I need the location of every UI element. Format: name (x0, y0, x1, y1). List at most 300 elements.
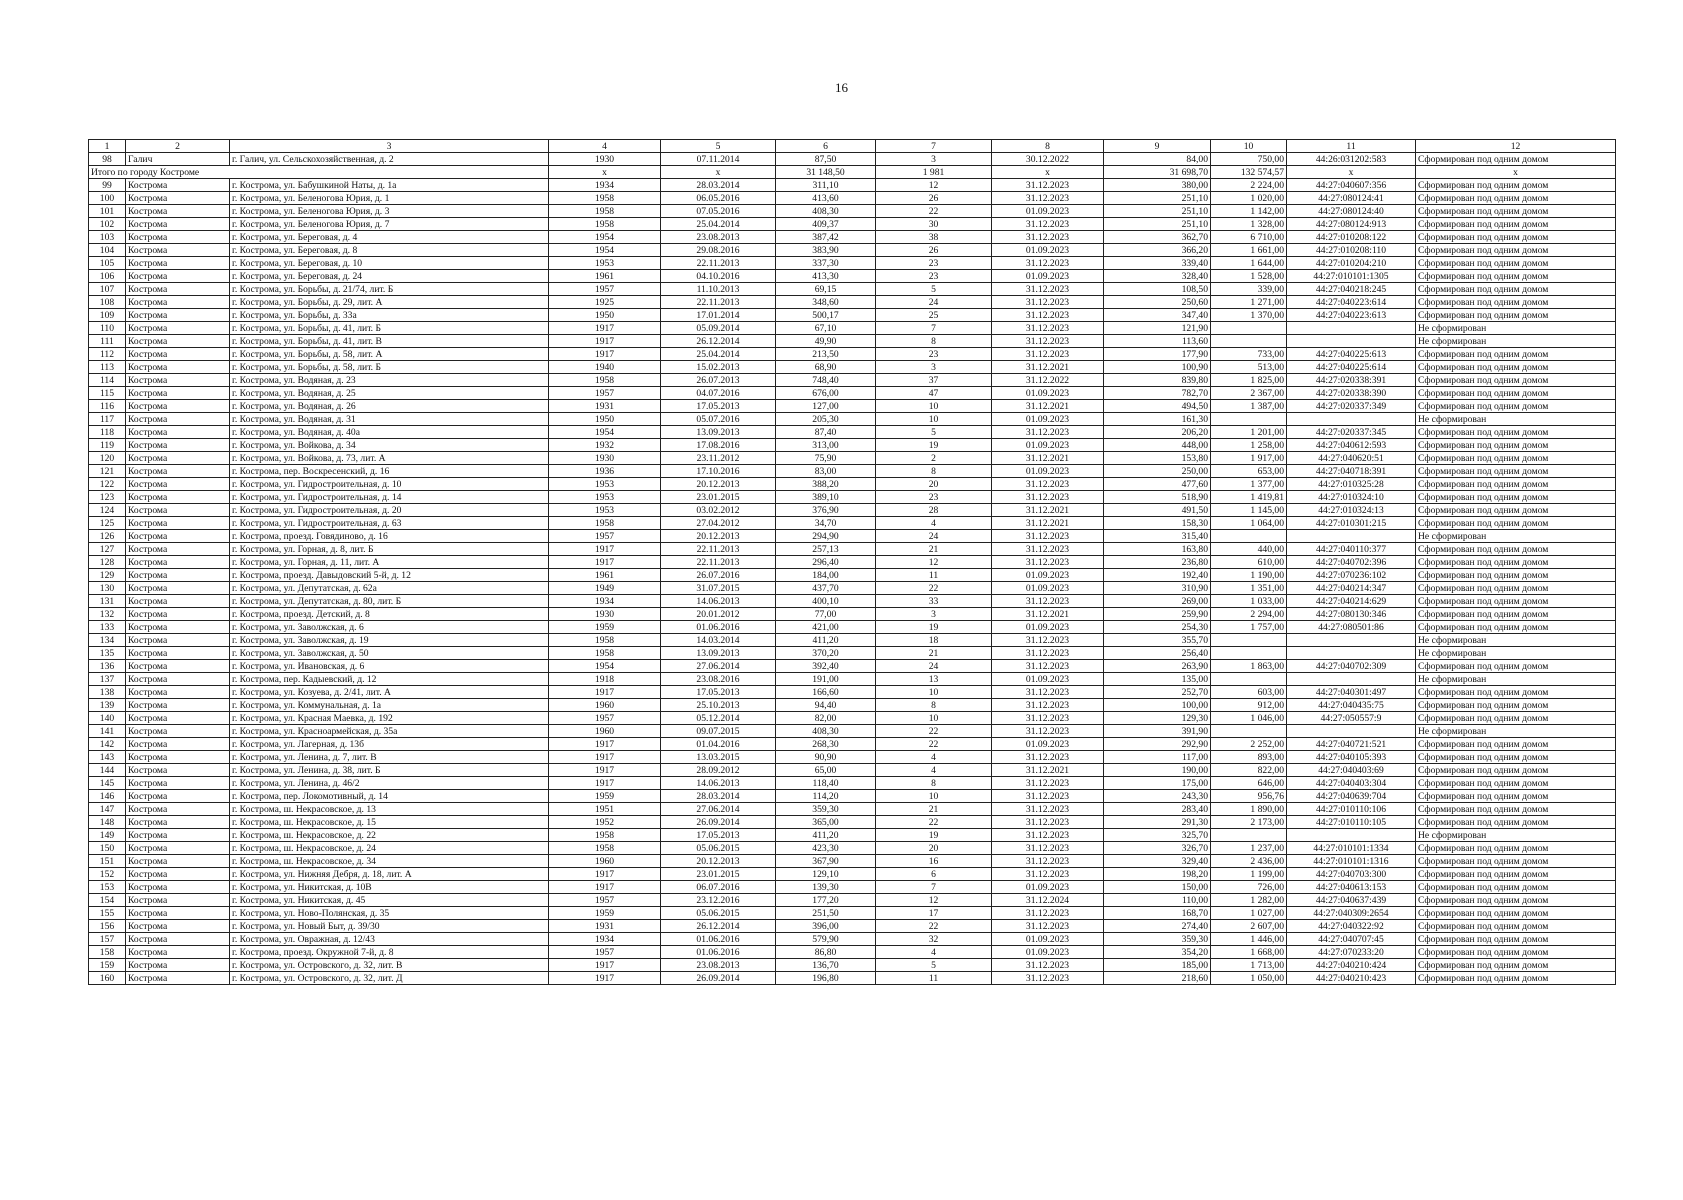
deadline-cell: 31.12.2023 (992, 491, 1104, 504)
year-cell: 1959 (549, 907, 661, 920)
address-cell: г. Кострома, ул. Водяная, д. 31 (230, 413, 549, 426)
table-row (89, 621, 1616, 634)
cadastral-cell: 44:27:040214:347 (1287, 582, 1416, 595)
city-cell: Кострома (126, 361, 230, 374)
table-row (89, 244, 1616, 257)
cadastral-cell: 44:27:010208:110 (1287, 244, 1416, 257)
row-number: 126 (89, 530, 126, 543)
area2-cell: 100,90 (1104, 361, 1211, 374)
address-cell: г. Кострома, ул. Красная Маевка, д. 192 (230, 712, 549, 725)
row-number: 109 (89, 309, 126, 322)
table-row (89, 192, 1616, 205)
area-cell: 389,10 (776, 491, 876, 504)
area-cell: 257,13 (776, 543, 876, 556)
people-cell: 4 (876, 764, 992, 777)
total-people: 1 981 (876, 166, 992, 179)
cadastral-cell: 44:27:040607:356 (1287, 179, 1416, 192)
status-cell: Сформирован под одним домом (1416, 920, 1616, 933)
status-cell: Сформирован под одним домом (1416, 621, 1616, 634)
deadline-cell: 31.12.2023 (992, 699, 1104, 712)
row-number: 108 (89, 296, 126, 309)
city-cell: Кострома (126, 777, 230, 790)
area-cell: 191,00 (776, 673, 876, 686)
city-cell: Кострома (126, 946, 230, 959)
status-cell: Сформирован под одним домом (1416, 608, 1616, 621)
city-cell: Кострома (126, 621, 230, 634)
row-number: 134 (89, 634, 126, 647)
status-cell: Сформирован под одним домом (1416, 387, 1616, 400)
land-area-cell: 610,00 (1211, 556, 1287, 569)
people-cell: 10 (876, 413, 992, 426)
city-cell: Кострома (126, 647, 230, 660)
address-cell: г. Кострома, ул. Ново-Полянская, д. 35 (230, 907, 549, 920)
year-cell: 1950 (549, 413, 661, 426)
area2-cell: 177,90 (1104, 348, 1211, 361)
deadline-cell: 31.12.2023 (992, 803, 1104, 816)
year-cell: 1960 (549, 699, 661, 712)
address-cell: г. Кострома, проезд. Давыдовский 5-й, д. 12 (230, 569, 549, 582)
deadline-cell: 30.12.2022 (992, 153, 1104, 166)
row-number: 160 (89, 972, 126, 985)
area-cell: 129,10 (776, 868, 876, 881)
city-cell: Кострома (126, 686, 230, 699)
deadline-cell: 31.12.2023 (992, 231, 1104, 244)
cadastral-cell: 44:27:020337:345 (1287, 426, 1416, 439)
address-cell: г. Кострома, ул. Борьбы, д. 33а (230, 309, 549, 322)
area2-cell: 192,40 (1104, 569, 1211, 582)
year-cell: 1954 (549, 426, 661, 439)
status-cell: Сформирован под одним домом (1416, 803, 1616, 816)
year-cell: 1958 (549, 517, 661, 530)
land-area-cell: 1 377,00 (1211, 478, 1287, 491)
people-cell: 22 (876, 816, 992, 829)
people-cell: 4 (876, 751, 992, 764)
deadline-cell: 31.12.2023 (992, 686, 1104, 699)
cadastral-cell (1287, 673, 1416, 686)
cadastral-cell: 44:27:040110:377 (1287, 543, 1416, 556)
year-cell: 1957 (549, 283, 661, 296)
row-number: 127 (89, 543, 126, 556)
address-cell: г. Кострома, ул. Гидростроительная, д. 20 (230, 504, 549, 517)
land-area-cell: 1 351,00 (1211, 582, 1287, 595)
date-cell: 11.10.2013 (661, 283, 776, 296)
date-cell: 05.06.2015 (661, 907, 776, 920)
area2-cell: 269,00 (1104, 595, 1211, 608)
land-area-cell: 1 050,00 (1211, 972, 1287, 985)
deadline-cell: 31.12.2021 (992, 400, 1104, 413)
deadline-cell: 31.12.2023 (992, 179, 1104, 192)
date-cell: 22.11.2013 (661, 543, 776, 556)
area2-cell: 380,00 (1104, 179, 1211, 192)
cadastral-cell: 44:27:010301:215 (1287, 517, 1416, 530)
city-cell: Кострома (126, 556, 230, 569)
area2-cell: 252,70 (1104, 686, 1211, 699)
deadline-cell: 31.12.2024 (992, 894, 1104, 907)
address-cell: г. Кострома, ул. Никитская, д. 45 (230, 894, 549, 907)
status-cell: Сформирован под одним домом (1416, 426, 1616, 439)
row-number: 138 (89, 686, 126, 699)
year-cell: 1949 (549, 582, 661, 595)
address-cell: г. Кострома, ул. Борьбы, д. 21/74, лит. Б (230, 283, 549, 296)
area-cell: 413,30 (776, 270, 876, 283)
cadastral-cell: 44:27:050557:9 (1287, 712, 1416, 725)
col-header: 10 (1211, 140, 1287, 153)
row-number: 159 (89, 959, 126, 972)
land-area-cell: 2 252,00 (1211, 738, 1287, 751)
city-cell: Кострома (126, 179, 230, 192)
table-row (89, 283, 1616, 296)
area2-cell: 839,80 (1104, 374, 1211, 387)
date-cell: 20.12.2013 (661, 478, 776, 491)
area-cell: 311,10 (776, 179, 876, 192)
address-cell: г. Кострома, ул. Войкова, д. 73, лит. А (230, 452, 549, 465)
address-cell: г. Кострома, ш. Некрасовское, д. 24 (230, 842, 549, 855)
city-cell: Кострома (126, 608, 230, 621)
row-number: 142 (89, 738, 126, 751)
land-area-cell: 1 237,00 (1211, 842, 1287, 855)
cadastral-cell: 44:27:040612:593 (1287, 439, 1416, 452)
people-cell: 7 (876, 881, 992, 894)
year-cell: 1917 (549, 868, 661, 881)
cadastral-cell: 44:27:010101:1305 (1287, 270, 1416, 283)
people-cell: 12 (876, 894, 992, 907)
cadastral-cell: 44:27:080501:86 (1287, 621, 1416, 634)
people-cell: 23 (876, 257, 992, 270)
address-cell: г. Кострома, пер. Воскресенский, д. 16 (230, 465, 549, 478)
date-cell: 22.11.2013 (661, 296, 776, 309)
row-number: 118 (89, 426, 126, 439)
address-cell: г. Кострома, ул. Водяная, д. 25 (230, 387, 549, 400)
status-cell: Сформирован под одним домом (1416, 959, 1616, 972)
table-row (89, 387, 1616, 400)
city-cell: Кострома (126, 309, 230, 322)
area-cell: 205,30 (776, 413, 876, 426)
row-number: 141 (89, 725, 126, 738)
deadline-cell: 31.12.2023 (992, 972, 1104, 985)
cadastral-cell: 44:27:020338:390 (1287, 387, 1416, 400)
people-cell: 10 (876, 790, 992, 803)
land-area-cell: 1 020,00 (1211, 192, 1287, 205)
col-header: 4 (549, 140, 661, 153)
people-cell: 11 (876, 972, 992, 985)
row-number: 149 (89, 829, 126, 842)
deadline-cell: 31.12.2023 (992, 335, 1104, 348)
year-cell: 1953 (549, 478, 661, 491)
year-cell: 1918 (549, 673, 661, 686)
deadline-cell: 01.09.2023 (992, 439, 1104, 452)
date-cell: 07.05.2016 (661, 205, 776, 218)
area-cell: 75,90 (776, 452, 876, 465)
cadastral-cell: 44:27:040301:497 (1287, 686, 1416, 699)
land-area-cell: 1 370,00 (1211, 309, 1287, 322)
table-row (89, 725, 1616, 738)
deadline-cell: 31.12.2023 (992, 725, 1104, 738)
land-area-cell: 2 294,00 (1211, 608, 1287, 621)
address-cell: г. Кострома, ш. Некрасовское, д. 22 (230, 829, 549, 842)
status-cell: Сформирован под одним домом (1416, 868, 1616, 881)
area-cell: 296,40 (776, 556, 876, 569)
col-header: 1 (89, 140, 126, 153)
cadastral-cell (1287, 647, 1416, 660)
area-cell: 196,80 (776, 972, 876, 985)
area-cell: 268,30 (776, 738, 876, 751)
area2-cell: 153,80 (1104, 452, 1211, 465)
deadline-cell: 31.12.2023 (992, 647, 1104, 660)
land-area-cell: 1 757,00 (1211, 621, 1287, 634)
table-row (89, 452, 1616, 465)
city-cell: Кострома (126, 842, 230, 855)
year-cell: 1932 (549, 439, 661, 452)
table-row (89, 491, 1616, 504)
people-cell: 7 (876, 322, 992, 335)
people-cell: 20 (876, 478, 992, 491)
area-cell: 184,00 (776, 569, 876, 582)
table-row (89, 439, 1616, 452)
area2-cell: 494,50 (1104, 400, 1211, 413)
year-cell: 1917 (549, 738, 661, 751)
cadastral-cell: 44:27:040105:393 (1287, 751, 1416, 764)
deadline-cell: 31.12.2023 (992, 192, 1104, 205)
row-number: 111 (89, 335, 126, 348)
people-cell: 10 (876, 712, 992, 725)
address-cell: г. Кострома, пер. Локомотивный, д. 14 (230, 790, 549, 803)
cadastral-cell: 44:27:070236:102 (1287, 569, 1416, 582)
area2-cell: 168,70 (1104, 907, 1211, 920)
deadline-cell: 31.12.2021 (992, 504, 1104, 517)
address-cell: г. Кострома, ул. Береговая, д. 10 (230, 257, 549, 270)
people-cell: 25 (876, 309, 992, 322)
status-cell: Сформирован под одним домом (1416, 296, 1616, 309)
table-row (89, 309, 1616, 322)
table-row (89, 400, 1616, 413)
area-cell: 294,90 (776, 530, 876, 543)
cadastral-cell: 44:27:020338:391 (1287, 374, 1416, 387)
deadline-cell: 31.12.2023 (992, 842, 1104, 855)
people-cell: 33 (876, 595, 992, 608)
area-cell: 500,17 (776, 309, 876, 322)
year-cell: 1957 (549, 387, 661, 400)
area2-cell: 477,60 (1104, 478, 1211, 491)
area2-cell: 354,20 (1104, 946, 1211, 959)
address-cell: г. Кострома, ул. Беленогова Юрия, д. 1 (230, 192, 549, 205)
area2-cell: 366,20 (1104, 244, 1211, 257)
people-cell: 23 (876, 270, 992, 283)
cadastral-cell (1287, 530, 1416, 543)
year-cell: 1917 (549, 543, 661, 556)
row-number: 145 (89, 777, 126, 790)
row-number: 107 (89, 283, 126, 296)
date-cell: 05.06.2015 (661, 842, 776, 855)
deadline-cell: 31.12.2021 (992, 361, 1104, 374)
area2-cell: 782,70 (1104, 387, 1211, 400)
area2-cell: 326,70 (1104, 842, 1211, 855)
land-area-cell: 1 033,00 (1211, 595, 1287, 608)
year-cell: 1931 (549, 400, 661, 413)
area-cell: 437,70 (776, 582, 876, 595)
cadastral-cell (1287, 725, 1416, 738)
col-header: 6 (776, 140, 876, 153)
deadline-cell: 31.12.2023 (992, 478, 1104, 491)
city-cell: Кострома (126, 478, 230, 491)
year-cell: 1917 (549, 322, 661, 335)
city-cell: Кострома (126, 803, 230, 816)
city-cell: Кострома (126, 920, 230, 933)
land-area-cell (1211, 829, 1287, 842)
address-cell: г. Кострома, проезд. Детский, д. 8 (230, 608, 549, 621)
table-row (89, 465, 1616, 478)
area2-cell: 251,10 (1104, 218, 1211, 231)
year-cell: 1930 (549, 452, 661, 465)
total-area2: 31 698,70 (1104, 166, 1211, 179)
land-area-cell: 912,00 (1211, 699, 1287, 712)
area2-cell: 108,50 (1104, 283, 1211, 296)
deadline-cell: 01.09.2023 (992, 946, 1104, 959)
area-cell: 392,40 (776, 660, 876, 673)
land-area-cell: 1 446,00 (1211, 933, 1287, 946)
table-row (89, 426, 1616, 439)
address-cell: г. Кострома, ул. Ленина, д. 46/2 (230, 777, 549, 790)
row-number: 151 (89, 855, 126, 868)
address-cell: г. Кострома, ул. Ленина, д. 7, лит. В (230, 751, 549, 764)
deadline-cell: 01.09.2023 (992, 413, 1104, 426)
land-area-cell: 653,00 (1211, 465, 1287, 478)
address-cell: г. Кострома, ш. Некрасовское, д. 13 (230, 803, 549, 816)
land-area-cell (1211, 530, 1287, 543)
address-cell: г. Кострома, проезд. Говядиново, д. 16 (230, 530, 549, 543)
row-number: 102 (89, 218, 126, 231)
table-row (89, 517, 1616, 530)
deadline-cell: 01.09.2023 (992, 205, 1104, 218)
address-cell: г. Кострома, ул. Козуева, д. 2/41, лит. А (230, 686, 549, 699)
status-cell: Сформирован под одним домом (1416, 244, 1616, 257)
year-cell: 1952 (549, 816, 661, 829)
table-row (89, 764, 1616, 777)
area2-cell: 259,90 (1104, 608, 1211, 621)
date-cell: 23.08.2016 (661, 673, 776, 686)
cadastral-cell: 44:27:010208:122 (1287, 231, 1416, 244)
status-cell: Сформирован под одним домом (1416, 660, 1616, 673)
deadline-cell: 31.12.2023 (992, 920, 1104, 933)
area-cell: 337,30 (776, 257, 876, 270)
area-cell: 423,30 (776, 842, 876, 855)
city-cell: Кострома (126, 426, 230, 439)
city-cell: Кострома (126, 413, 230, 426)
year-cell: 1960 (549, 855, 661, 868)
area2-cell: 256,40 (1104, 647, 1211, 660)
date-cell: 05.12.2014 (661, 712, 776, 725)
year-cell: 1936 (549, 465, 661, 478)
people-cell: 26 (876, 244, 992, 257)
cadastral-cell: 44:27:040210:423 (1287, 972, 1416, 985)
date-cell: 13.09.2013 (661, 647, 776, 660)
date-cell: 05.09.2014 (661, 322, 776, 335)
area-cell: 82,00 (776, 712, 876, 725)
city-cell: Кострома (126, 569, 230, 582)
deadline-cell: 01.09.2023 (992, 738, 1104, 751)
area2-cell: 274,40 (1104, 920, 1211, 933)
land-area-cell: 1 328,00 (1211, 218, 1287, 231)
row-number: 136 (89, 660, 126, 673)
year-cell: 1930 (549, 608, 661, 621)
status-cell: Сформирован под одним домом (1416, 842, 1616, 855)
people-cell: 2 (876, 452, 992, 465)
city-cell: Кострома (126, 634, 230, 647)
col-header: 3 (230, 140, 549, 153)
cadastral-cell: 44:27:040718:391 (1287, 465, 1416, 478)
status-cell: Сформирован под одним домом (1416, 205, 1616, 218)
date-cell: 23.01.2015 (661, 868, 776, 881)
area2-cell: 113,60 (1104, 335, 1211, 348)
col-header: 11 (1287, 140, 1416, 153)
address-cell: г. Кострома, ул. Депутатская, д. 62а (230, 582, 549, 595)
year-cell: 1959 (549, 790, 661, 803)
city-cell: Кострома (126, 673, 230, 686)
year-cell: 1940 (549, 361, 661, 374)
cadastral-cell: 44:27:080124:41 (1287, 192, 1416, 205)
table-row (89, 543, 1616, 556)
address-cell: г. Кострома, ул. Горная, д. 8, лит. Б (230, 543, 549, 556)
people-cell: 13 (876, 673, 992, 686)
city-cell: Кострома (126, 595, 230, 608)
row-number: 133 (89, 621, 126, 634)
address-cell: г. Кострома, ул. Войкова, д. 34 (230, 439, 549, 452)
area-cell: 388,20 (776, 478, 876, 491)
date-cell: 25.04.2014 (661, 218, 776, 231)
area-cell: 34,70 (776, 517, 876, 530)
date-cell: 23.01.2015 (661, 491, 776, 504)
date-cell: 14.06.2013 (661, 595, 776, 608)
cadastral-cell: 44:27:010110:105 (1287, 816, 1416, 829)
people-cell: 5 (876, 283, 992, 296)
area2-cell: 325,70 (1104, 829, 1211, 842)
date-cell: 17.08.2016 (661, 439, 776, 452)
cadastral-cell: 44:27:040218:245 (1287, 283, 1416, 296)
table-row (89, 803, 1616, 816)
cadastral-cell: 44:26:031202:583 (1287, 153, 1416, 166)
date-cell: 25.04.2014 (661, 348, 776, 361)
address-cell: г. Кострома, проезд. Окружной 7-й, д. 8 (230, 946, 549, 959)
row-number: 114 (89, 374, 126, 387)
table-row (89, 296, 1616, 309)
people-cell: 22 (876, 582, 992, 595)
people-cell: 8 (876, 335, 992, 348)
land-area-cell: 1 825,00 (1211, 374, 1287, 387)
city-cell: Кострома (126, 296, 230, 309)
cadastral-cell: 44:27:040702:396 (1287, 556, 1416, 569)
land-area-cell: 893,00 (1211, 751, 1287, 764)
cadastral-cell: 44:27:040223:614 (1287, 296, 1416, 309)
area2-cell: 292,90 (1104, 738, 1211, 751)
land-area-cell: 2 607,00 (1211, 920, 1287, 933)
row-number: 137 (89, 673, 126, 686)
people-cell: 6 (876, 868, 992, 881)
city-cell: Кострома (126, 465, 230, 478)
year-cell: 1954 (549, 244, 661, 257)
deadline-cell: 31.12.2021 (992, 764, 1104, 777)
date-cell: 17.05.2013 (661, 400, 776, 413)
status-cell: Сформирован под одним домом (1416, 855, 1616, 868)
cadastral-cell (1287, 322, 1416, 335)
total-land: 132 574,57 (1211, 166, 1287, 179)
land-area-cell: 2 436,00 (1211, 855, 1287, 868)
address-cell: г. Кострома, ул. Нижняя Дебря, д. 18, лит. А (230, 868, 549, 881)
status-cell: Сформирован под одним домом (1416, 595, 1616, 608)
date-cell: 31.07.2015 (661, 582, 776, 595)
date-cell: 26.09.2014 (661, 816, 776, 829)
address-cell: г. Кострома, ул. Коммунальная, д. 1а (230, 699, 549, 712)
date-cell: 06.05.2016 (661, 192, 776, 205)
row-number: 144 (89, 764, 126, 777)
